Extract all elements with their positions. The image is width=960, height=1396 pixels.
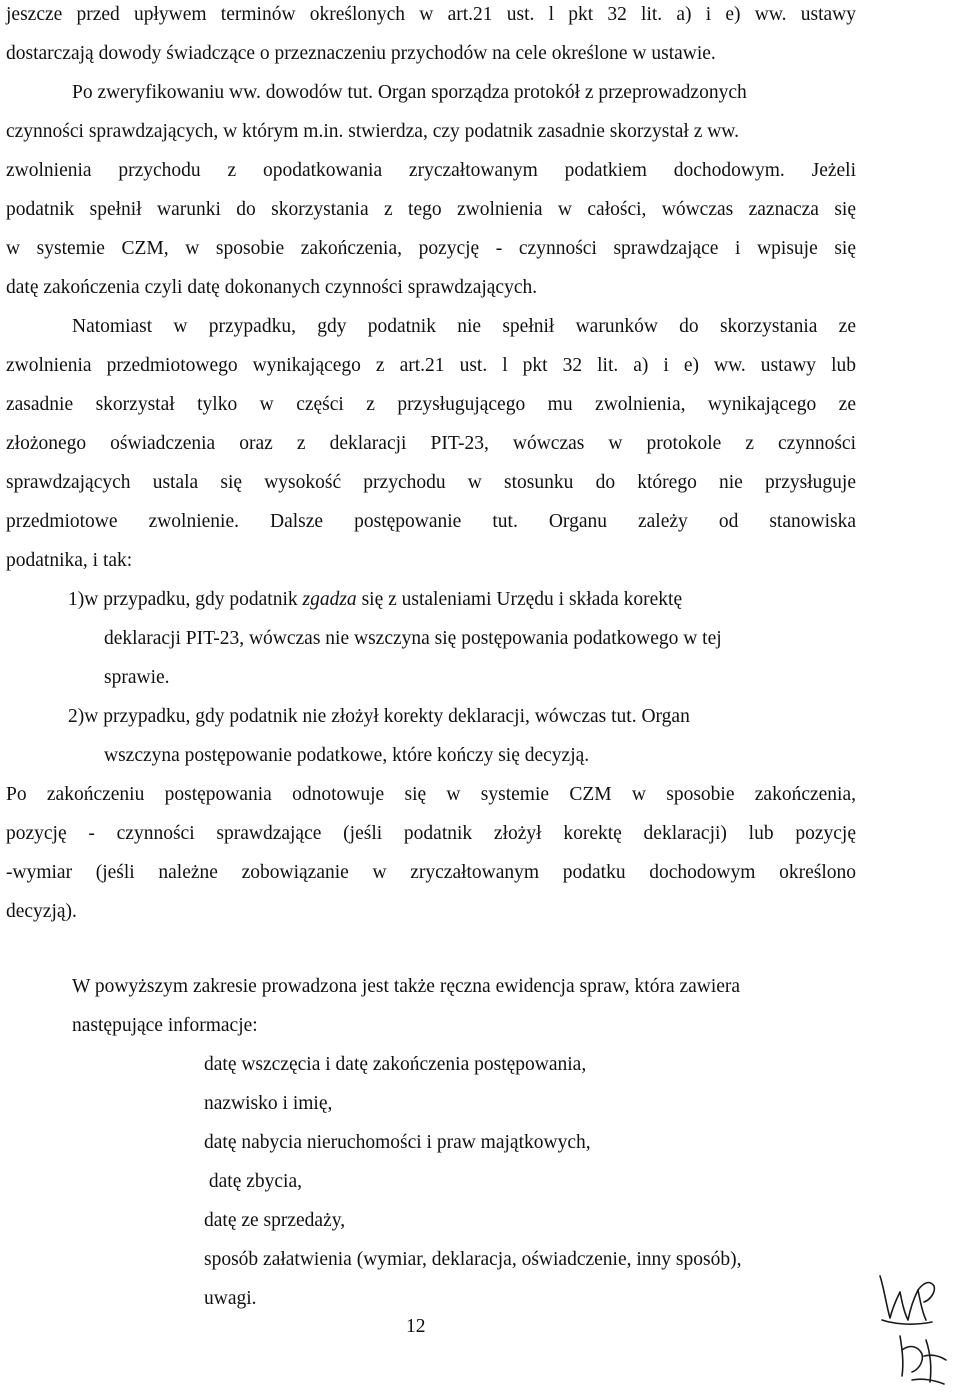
text-line: Natomiast w przypadku, gdy podatnik nie spełnił warunków do skorzystania ze — [72, 316, 856, 337]
text-line: wszczyna postępowanie podatkowe, które kończy się decyzją. — [104, 745, 590, 766]
text-line: sprawie. — [104, 667, 170, 688]
list-item: datę zbycia, — [204, 1171, 302, 1192]
text-line: w systemie CZM, w sposobie zakończenia, pozycję - czynności sprawdzające i wpisuje się — [6, 238, 856, 259]
text-line: następujące informacje: — [72, 1015, 258, 1036]
list-item: nazwisko i imię, — [204, 1093, 333, 1114]
text-line: przedmiotowe zwolnienie. Dalsze postępowanie tut. Organu zależy od stanowiska — [6, 511, 856, 532]
list-item: datę wszczęcia i datę zakończenia postępowania, — [204, 1054, 587, 1075]
text-line: podatnik spełnił warunki do skorzystania z tego zwolnienia w całości, wówczas zaznacza się — [6, 199, 856, 220]
text-line: zasadnie skorzystał tylko w części z przysługującego mu zwolnienia, wynikającego ze — [6, 394, 856, 415]
text-line: deklaracji PIT-23, wówczas nie wszczyna się postępowania podatkowego w tej — [104, 628, 722, 649]
text-line: Po zakończeniu postępowania odnotowuje się w systemie CZM w sposobie zakończenia, — [6, 784, 856, 805]
list-item-text: 1)w przypadku, gdy podatnik — [68, 589, 303, 610]
text-line: W powyższym zakresie prowadzona jest także ręczna ewidencja spraw, która zawiera — [72, 976, 741, 997]
handwritten-signature — [872, 1270, 956, 1396]
list-item: uwagi. — [204, 1288, 257, 1309]
text-line: jeszcze przed upływem terminów określonych w art.21 ust. l pkt 32 lit. a) i e) ww. ustawy — [6, 4, 856, 25]
text-line: podatnika, i tak: — [6, 550, 133, 571]
list-item: datę nabycia nieruchomości i praw majątkowych, — [204, 1132, 591, 1153]
text-line: pozycję - czynności sprawdzające (jeśli podatnik złożył korektę deklaracji) lub pozycję — [6, 823, 856, 844]
text-line: sprawdzających ustala się wysokość przychodu w stosunku do którego nie przysługuje — [6, 472, 856, 493]
text-line: złożonego oświadczenia oraz z deklaracji PIT-23, wówczas w protokole z czynności — [6, 433, 856, 454]
list-item-1 — [68, 587, 682, 613]
emphasis-text: zgadza — [302, 589, 357, 610]
text-line: zwolnienia przedmiotowego wynikającego z art.21 ust. l pkt 32 lit. a) i e) ww. ustawy lub — [6, 355, 856, 376]
text-line: datę zakończenia czyli datę dokonanych czynności sprawdzających. — [6, 277, 538, 298]
text-line: czynności sprawdzających, w którym m.in. stwierdza, czy podatnik zasadnie skorzystał z ww. — [6, 121, 739, 142]
text-line: Po zweryfikowaniu ww. dowodów tut. Organ sporządza protokół z przeprowadzonych — [72, 82, 747, 103]
text-line: -wymiar (jeśli należne zobowiązanie w zryczałtowanym podatku dochodowym określono — [6, 862, 856, 883]
text-line: zwolnienia przychodu z opodatkowania zryczałtowanym podatkiem dochodowym. Jeżeli — [6, 160, 856, 181]
list-item-text: się z ustaleniami Urzędu i składa korektę — [356, 589, 683, 610]
list-item: sposób załatwienia (wymiar, deklaracja, oświadczenie, inny sposób), — [204, 1249, 742, 1270]
page-number: 12 — [406, 1316, 426, 1337]
text-line: dostarczają dowody świadczące o przeznaczeniu przychodów na cele określone w ustawie. — [6, 43, 716, 64]
text-line: decyzją). — [6, 901, 77, 922]
list-item-2: 2)w przypadku, gdy podatnik nie złożył korekty deklaracji, wówczas tut. Organ — [68, 706, 690, 727]
list-item: datę ze sprzedaży, — [204, 1210, 346, 1231]
